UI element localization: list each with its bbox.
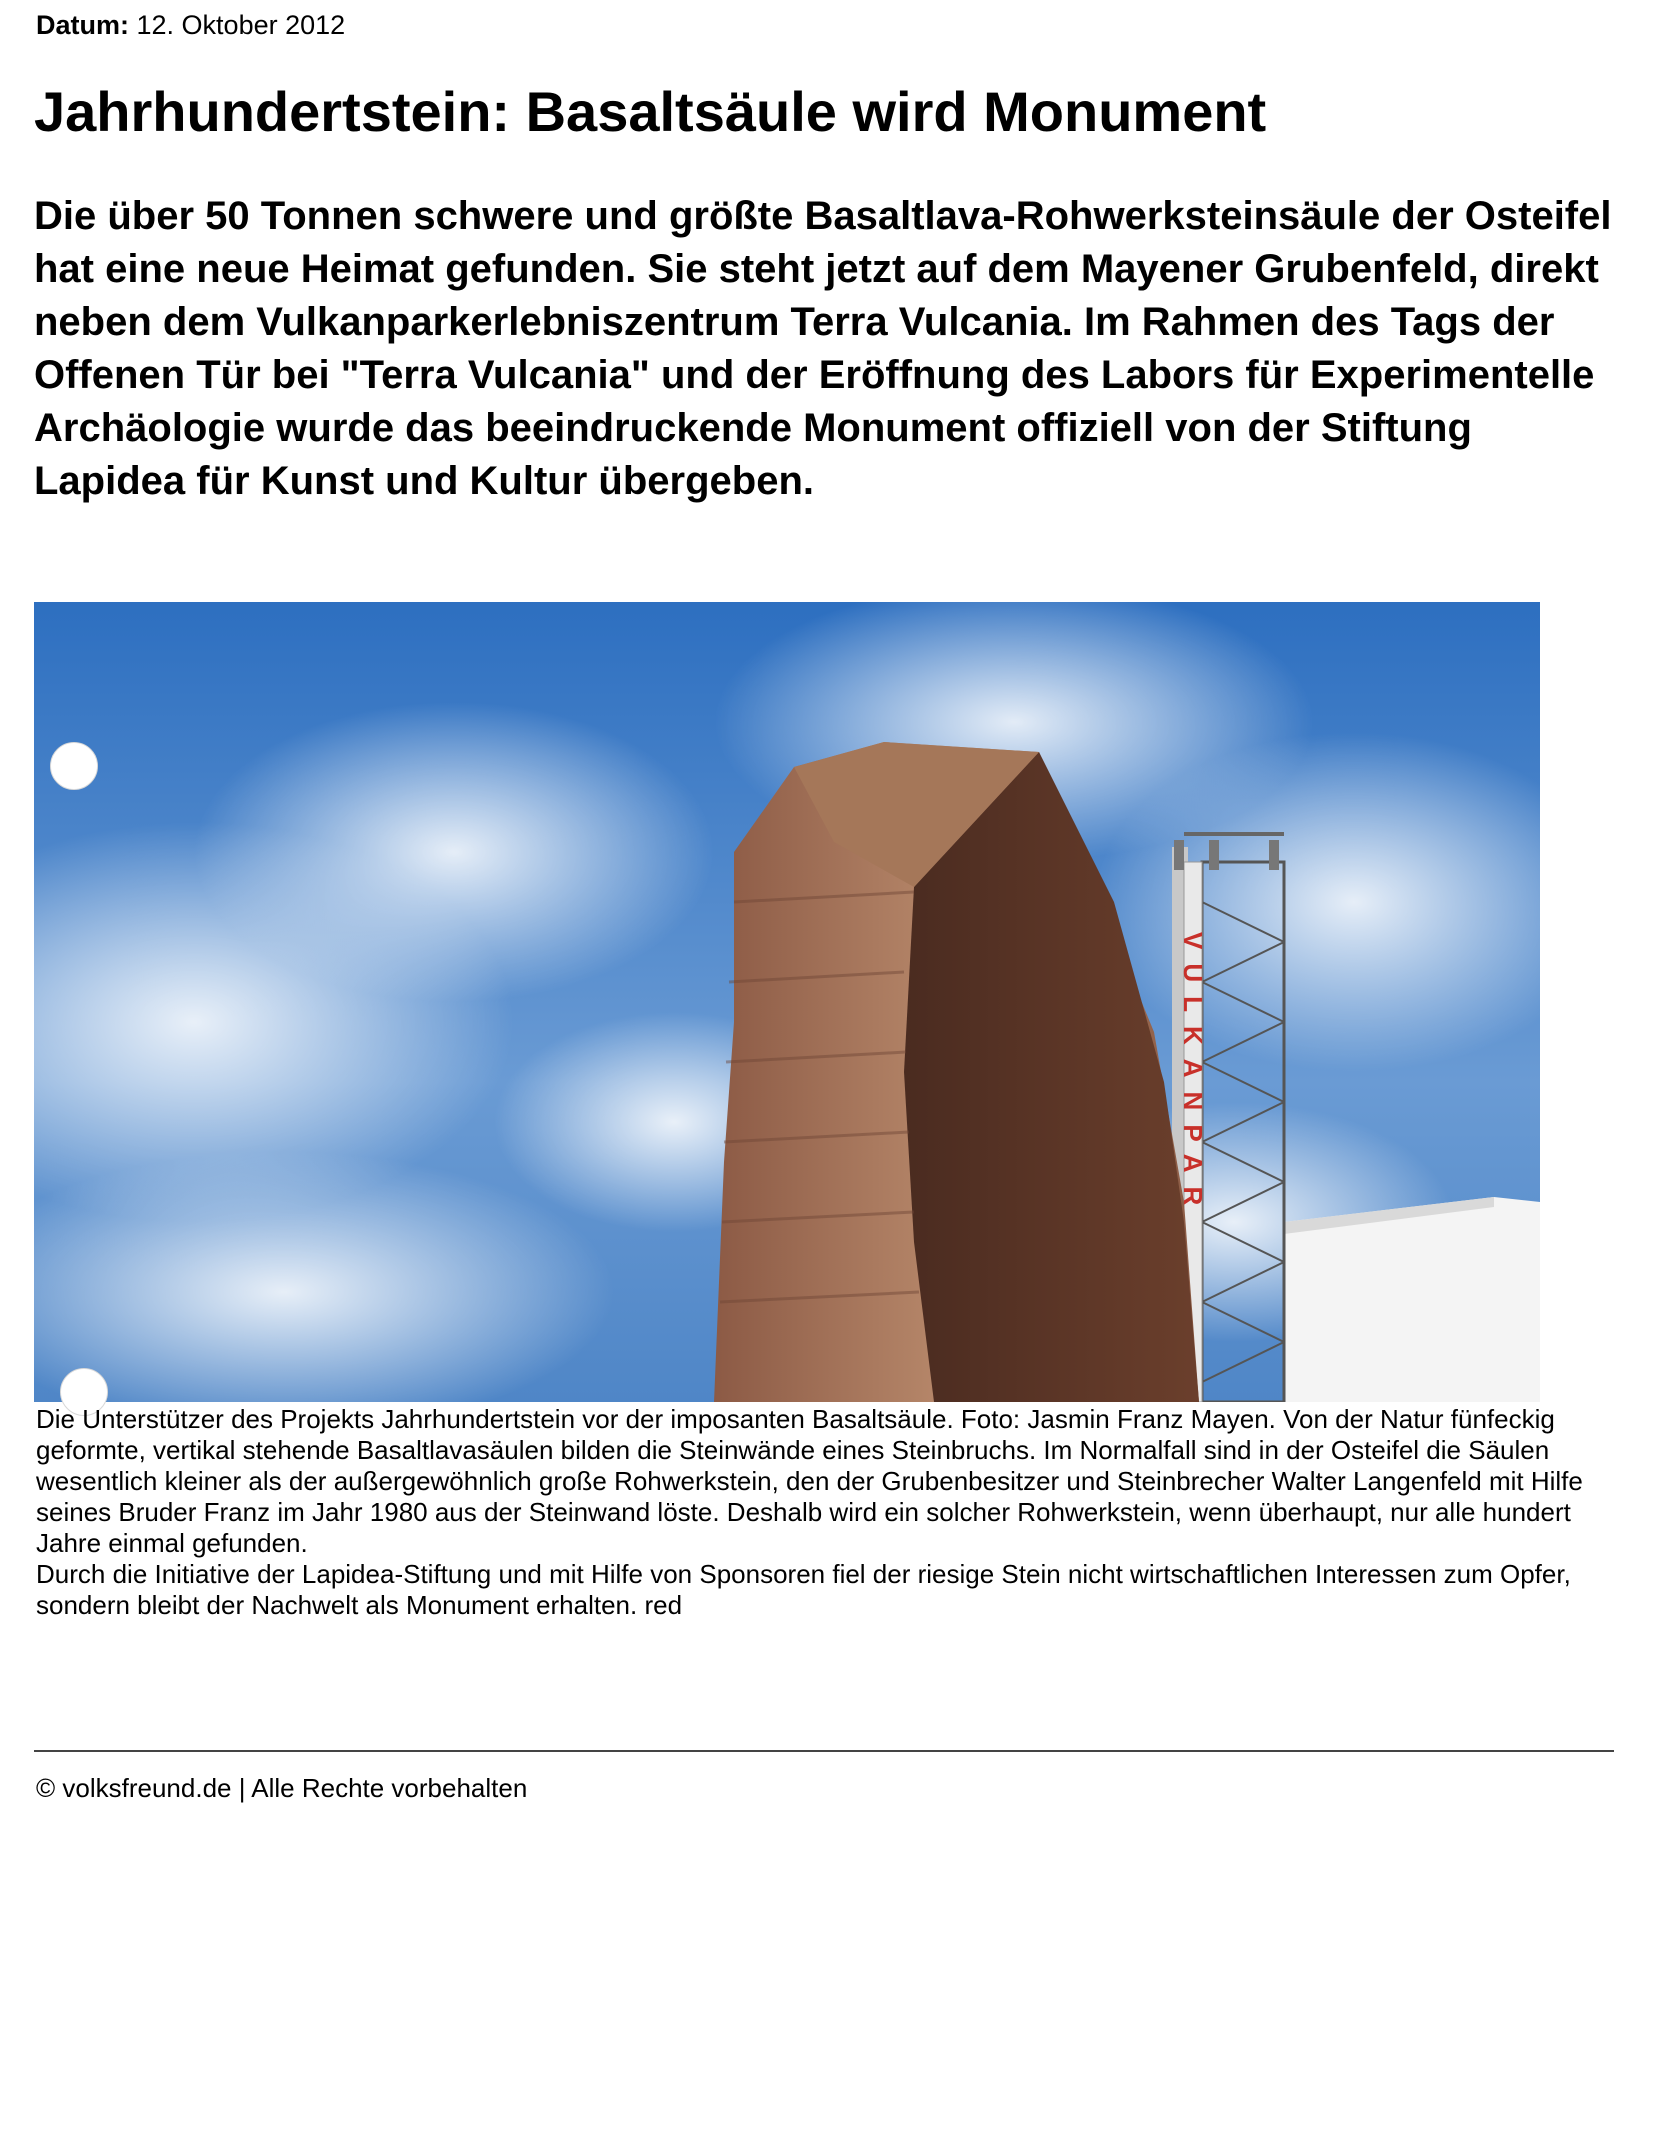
footer-divider (34, 1750, 1614, 1752)
photo-caption (36, 1404, 1596, 1621)
caption-paragraph-1: Die Unterstützer des Projekts Jahrhundertstein vor der imposanten Basaltsäule. Foto: Jasmin Franz Mayen. Von der Natur fünfeckig geformte, vertikal stehende Basaltlavasäulen bilden die Steinwände eines Steinbruchs. Im Normalfall sind in der Osteifel die Säulen wesentlich kleiner als der außergewöhnlich große Rohwerkstein, den der Grubenbesitzer und Steinbrecher Walter Langenfeld mit Hilfe seines Bruder Franz im Jahr 1980 aus der Steinwand löste. Deshalb wird ein solcher Rohwerkstein, wenn überhaupt, nur alle hundert Jahre einmal gefunden. (36, 1404, 1583, 1558)
dateline (36, 8, 345, 42)
copyright-footer: © volksfreund.de | Alle Rechte vorbehalten (36, 1773, 528, 1803)
dateline-label: Datum: (36, 10, 129, 40)
tower-sign-text: VULKANPAR (1178, 932, 1208, 1220)
basalt-column-photo (34, 602, 1540, 1402)
article-headline: Jahrhundertstein: Basaltsäule wird Monument (34, 80, 1267, 143)
punch-hole-top (50, 742, 98, 790)
article-photo (34, 602, 1540, 1402)
dateline-value: 12. Oktober 2012 (136, 10, 346, 40)
white-building (1284, 1197, 1540, 1402)
article-lead: Die über 50 Tonnen schwere und größte Basaltlava-Rohwerksteinsäule der Osteifel hat eine neue Heimat gefunden. Sie steht jetzt auf dem Mayener Grubenfeld, direkt neben dem Vulkanparkerlebniszentrum Terra Vulcania. Im Rahmen des Tags der Offenen Tür bei "Terra Vulcania" und der Eröffnung des Labors für Experimentelle Archäologie wurde das beeindruckende Monument offiziell von der Stiftung Lapidea für Kunst und Kultur übergeben. (34, 194, 1612, 503)
caption-paragraph-2: Durch die Initiative der Lapidea-Stiftung und mit Hilfe von Sponsoren fiel der riesige Stein nicht wirtschaftlichen Interessen zum Opfer, sondern bleibt der Nachwelt als Monument erhalten. red (36, 1559, 1571, 1620)
